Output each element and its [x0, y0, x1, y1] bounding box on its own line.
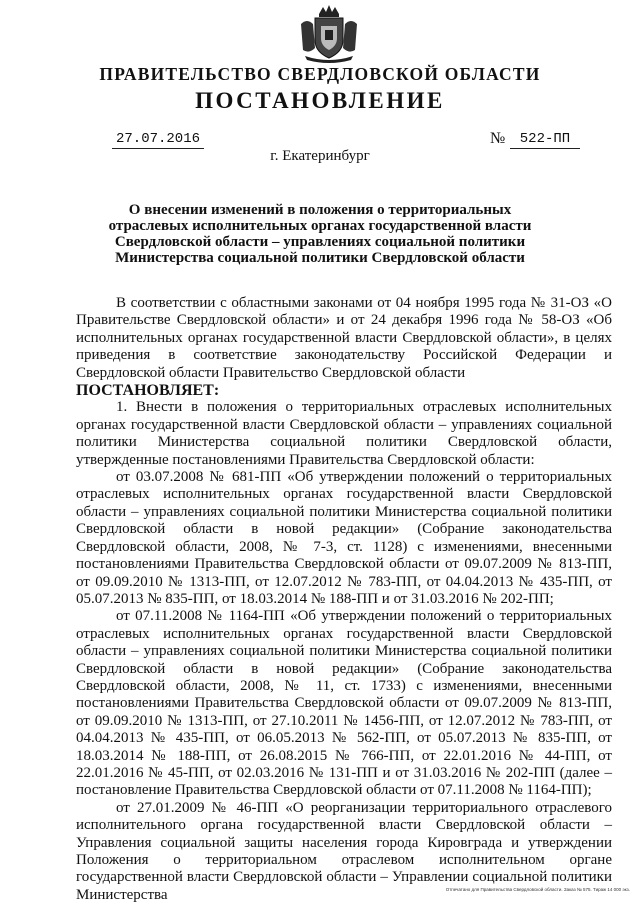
document-title: О внесении изменений в положения о территориальных отраслевых исполнительных органах государственной власти Свердловской области – управлениях социальной политики Министерства социальной политики Свердловской области — [108, 202, 532, 266]
sub-item-1: от 03.07.2008 № 681-ПП «Об утверждении положений о территориальных отраслевых исполнительных органах государственной власти Свердловской области – управлениях социальной политики Министерства социальной политики Свердловской области в новой редакции» (Собрание законодательства Свердловской области, 2008, № 7-3, ст. 1128) с изменениями, внесенными постановлениями Правительства Свердловской области от 09.07.2009 № 813-ПП, от 09.09.2010 № 1313-ПП, от 12.07.2012 № 783-ПП, от 04.04.2013 № 435-ПП, от 05.07.2013 № 835-ПП, от 18.03.2014 № 188-ПП и от 31.03.2016 № 202-ПП; — [76, 469, 612, 607]
document-number: 522-ПП — [510, 131, 580, 149]
number-label: № — [490, 130, 506, 147]
city: г. Екатеринбург — [270, 148, 370, 164]
coat-of-arms-emblem — [297, 4, 361, 64]
organization-name: ПРАВИТЕЛЬСТВО СВЕРДЛОВСКОЙ ОБЛАСТИ — [99, 64, 541, 84]
sub-item-2: от 07.11.2008 № 1164-ПП «Об утверждении положений о территориальных отраслевых исполнительных органах государственной власти Свердловской области – управлениях социальной политики Министерства социальной политики Свердловской области в новой редакции» (Собрание законодательства Свердловской области, 2008, № 11, ст. 1733) с изменениями, внесенными постановлениями Правительства Свердловской области от 09.07.2009 № 813-ПП, от 09.09.2010 № 1313-ПП, от 27.10.2011 № 1456-ПП, от 12.07.2012 № 783-ПП, от 04.04.2013 № 435-ПП, от 06.05.2013 № 562-ПП, от 05.07.2013 № 835-ПП, от 18.03.2014 № 188-ПП, от 26.08.2015 № 766-ПП, от 22.01.2016 № 44-ПП, от 22.01.2016 № 45-ПП, от 02.03.2016 № 131-ПП и от 31.03.2016 № 202-ПП (далее – постановление Правительства Свердловской области от 07.11.2008 № 1164-ПП); — [76, 608, 612, 799]
intro-paragraph: В соответствии с областными законами от 04 ноября 1995 года № 31-ОЗ «О Правительстве Свердловской области» и от 24 декабря 1996 года № 58-ОЗ «Об исполнительных органах государственной власти Свердловской области», в целях приведения в соответствие законодательству Российской Федерации и Свердловской области Правительство Свердловской области — [76, 295, 612, 381]
decree-word: ПОСТАНОВЛЯЕТ: — [76, 382, 220, 400]
print-footer: Отпечатано для Правительства Свердловской области. Заказ № 575. Тираж 14 000 экз. — [445, 887, 630, 892]
sub-item-3: от 27.01.2009 № 46-ПП «О реорганизации территориального отраслевого исполнительного органа государственной власти Свердловской области – Управления социальной защиты населения города Кировграда и утверждении Положения о территориальном отраслевом исполнительном органе государственной власти Свердловской области – Управлении социальной политики Министерства — [76, 799, 612, 903]
item-1: 1. Внести в положения о территориальных отраслевых исполнительных органах государственной власти Свердловской области – управлениях социальной политики Министерства социальной политики Свердловской области, утвержденные постановлениями Правительства Свердловской области: — [76, 399, 612, 468]
document-body — [76, 295, 612, 904]
document-type: ПОСТАНОВЛЕНИЕ — [195, 88, 445, 113]
document-date: 27.07.2016 — [112, 131, 204, 149]
